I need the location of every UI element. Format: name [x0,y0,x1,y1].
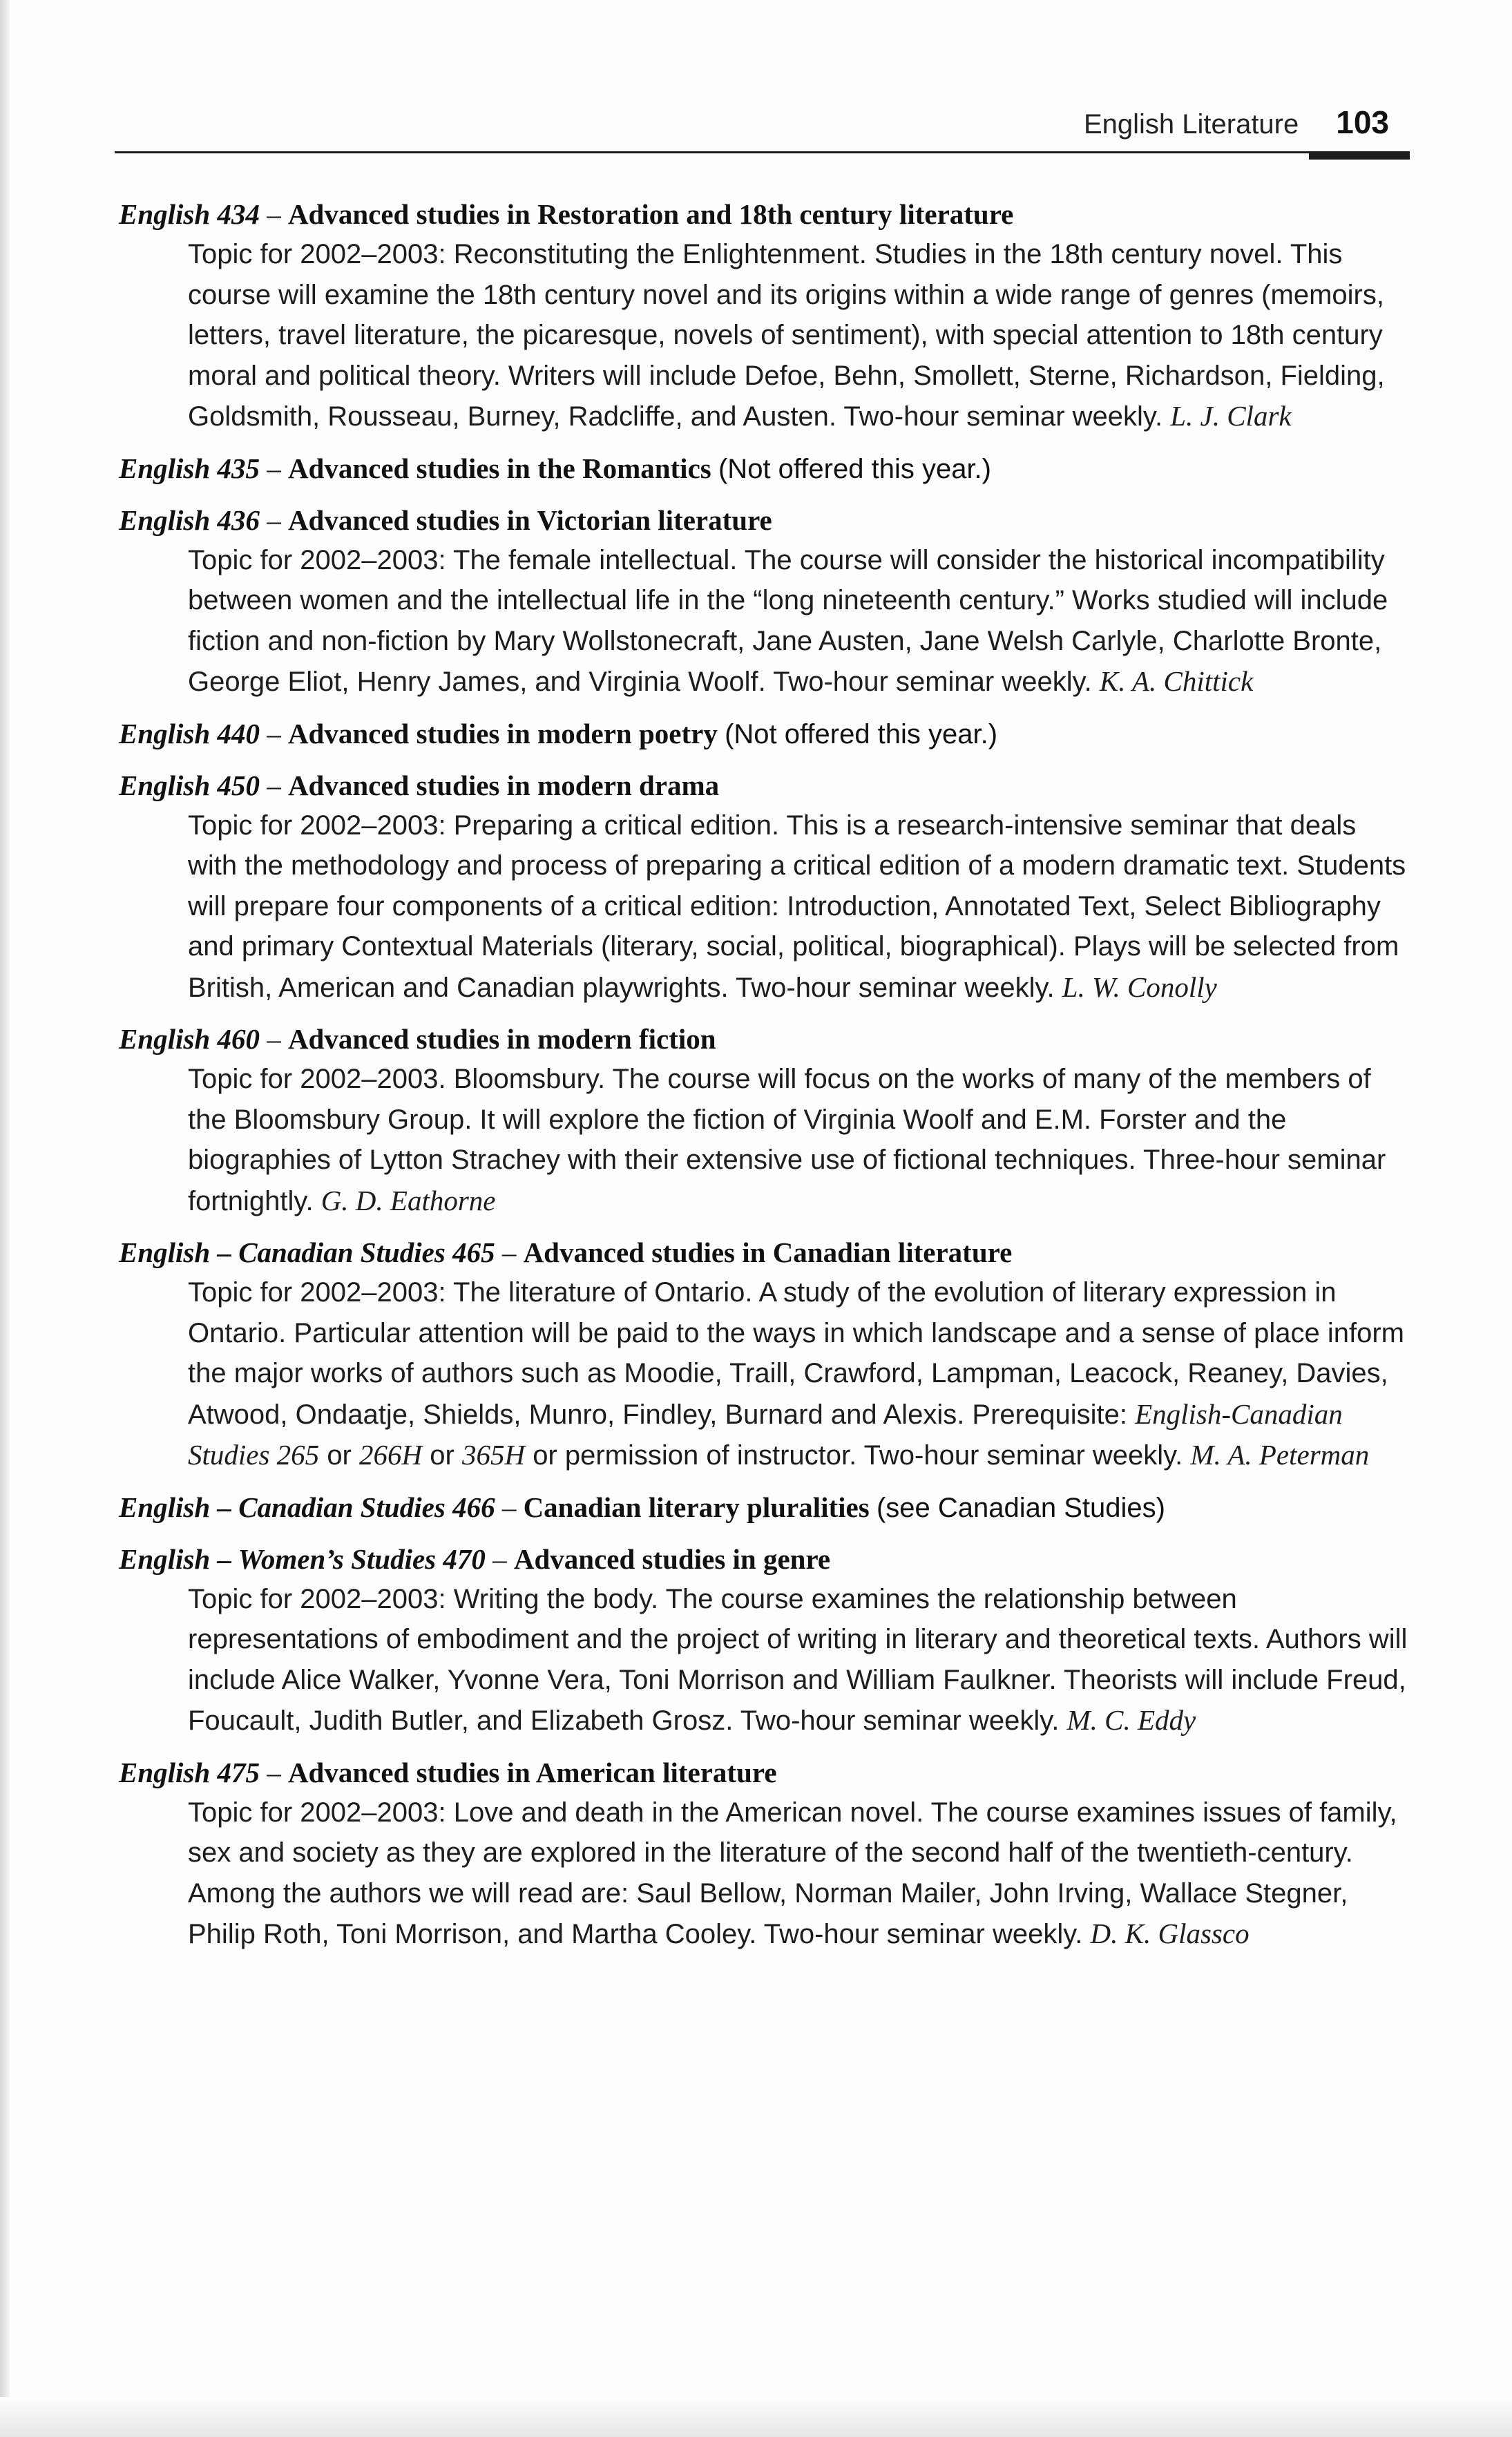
course-instructor: G. D. Eathorne [320,1184,496,1216]
course-code: English – Women’s Studies 470 [119,1542,486,1575]
course-heading: English – Women’s Studies 470 – Advanced studies in genre [119,1542,831,1575]
course-heading: English – Canadian Studies 465 – Advanced studies in Canadian literature [119,1236,1013,1268]
course-instructor: L. J. Clark [1170,400,1292,432]
course-description-text: Topic for 2002–2003: Preparing a critical edition. This is a research-intensive seminar that deals with the methodology and process of preparing a critical edition of a modern dramatic text. Students will prepare four components of a critical edition: Introduction, Annotated Text, Select Bibliography and primary Contextual Materials (literary, social, political, biographical). Plays will be selected from British, American and Canadian playwrights. Two-hour seminar weekly. [188,810,1406,1003]
course-heading: English 450 – Advanced studies in modern drama [119,769,720,801]
course-code: English – Canadian Studies 465 [119,1236,495,1268]
course-description [188,1059,1410,1221]
course-code: English 460 [119,1023,260,1055]
course-code: English 450 [119,769,260,801]
course-note: (see Canadian Studies) [876,1492,1165,1523]
scan-edge-shadow [0,0,10,2437]
course-entry-435 [119,449,1410,489]
course-instructor: K. A. Chittick [1099,665,1254,697]
course-description [188,1272,1410,1476]
course-note: (Not offered this year.) [718,453,991,484]
course-entry-465 [119,1233,1410,1476]
course-name: Advanced studies in modern fiction [287,1023,716,1055]
course-list [119,195,1410,1967]
header-rule [115,151,1410,153]
course-heading: English 436 – Advanced studies in Victorian literature [119,504,772,536]
prerequisite-alt-course: 365H [461,1439,526,1471]
course-description-text: Topic for 2002–2003. Bloomsbury. The course will focus on the works of many of the members of the Bloomsbury Group. It will explore the fiction of Virginia Woolf and E.M. Forster and the biographies of Lytton Strachey with their extensive use of fictional techniques. Three-hour seminar fortnightly. [188,1064,1386,1216]
course-name: Advanced studies in Canadian literature [523,1236,1013,1268]
course-code: English 475 [119,1756,260,1788]
course-code: English 440 [119,717,260,749]
course-name: Advanced studies in Victorian literature [287,504,772,536]
page-number: 103 [1336,104,1389,140]
course-name: Advanced studies in the Romantics [287,452,711,484]
prerequisite-or: or [327,1440,352,1471]
course-heading: English 475 – Advanced studies in American literature [119,1756,777,1788]
course-description [188,805,1410,1009]
course-heading: English 435 – Advanced studies in the Romantics (Not offered this year.) [119,452,991,484]
course-name: Advanced studies in modern poetry [287,717,718,749]
running-header [1084,104,1389,141]
course-name: Canadian literary pluralities [523,1491,870,1523]
course-heading: English 440 – Advanced studies in modern poetry (Not offered this year.) [119,717,998,749]
course-entry-450 [119,766,1410,1009]
course-description-text: Topic for 2002–2003: Writing the body. The course examines the relationship between representations of embodiment and the project of writing in literary and theoretical texts. Authors will include Alice Walker, Yvonne Vera, Toni Morrison and William Faulkner. Theorists will include Freud, Foucault, Judith Butler, and Elizabeth Grosz. Two-hour seminar weekly. [188,1583,1408,1736]
course-note: (Not offered this year.) [725,718,998,749]
course-entry-436 [119,501,1410,703]
course-heading: English 434 – Advanced studies in Restoration and 18th century literature [119,198,1014,230]
course-instructor: M. A. Peterman [1190,1439,1370,1471]
course-heading: English – Canadian Studies 466 – Canadian literary pluralities (see Canadian Studies) [119,1491,1165,1523]
course-heading: English 460 – Advanced studies in modern fiction [119,1023,716,1055]
course-instructor: M. C. Eddy [1066,1704,1196,1736]
course-instructor: D. K. Glassco [1090,1918,1250,1949]
course-code: English – Canadian Studies 466 [119,1491,495,1523]
course-description-text: Topic for 2002–2003: Love and death in the American novel. The course examines issues of family, sex and society as they are explored in the literature of the second half of the twentieth-century. Among the authors we will read are: Saul Bellow, Norman Mailer, John Irving, Wallace Stegner, Philip Roth, Toni Morrison, and Martha Cooley. Two-hour seminar weekly. [188,1797,1397,1949]
course-entry-466 [119,1488,1410,1528]
course-entry-460 [119,1020,1410,1221]
course-code: English 434 [119,198,260,230]
course-code: English 436 [119,504,260,536]
course-entry-470 [119,1540,1410,1741]
course-description [188,234,1410,437]
course-description [188,1793,1410,1955]
course-instructor: L. W. Conolly [1062,971,1217,1003]
course-description-text: Topic for 2002–2003: The female intellectual. The course will consider the historical incompatibility between women and the intellectual life in the “long nineteenth century.” Works studied will include fiction and non-fiction by Mary Wollstonecraft, Jane Austen, Jane Welsh Carlyle, Charlotte Bronte, George Eliot, Henry James, and Virginia Woolf. Two-hour seminar weekly. [188,544,1388,697]
course-name: Advanced studies in Restoration and 18th century literature [287,198,1014,230]
prerequisite-alt-course: 266H [359,1439,423,1471]
course-name: Advanced studies in American literature [287,1756,777,1788]
prerequisite-course: English-Canadian Studies 265 [188,1397,1343,1471]
header-rule-tab [1309,151,1410,160]
course-entry-475 [119,1753,1410,1955]
scan-edge-shadow [0,2397,1512,2437]
course-entry-440 [119,714,1410,754]
prerequisite-or: or [430,1440,454,1471]
course-code: English 435 [119,452,260,484]
course-description [188,1579,1410,1741]
course-name: Advanced studies in genre [513,1542,831,1575]
course-name: Advanced studies in modern drama [287,769,720,801]
course-description [188,540,1410,703]
course-description-text: Topic for 2002–2003: The literature of Ontario. A study of the evolution of literary expression in Ontario. Particular attention will be paid to the ways in which landscape and a sense of place inform the major works of authors such as Moodie, Traill, Crawford, Lampman, Leacock, Reaney, Davies, Atwood, Ondaatje, Shields, Munro, Findley, Burnard and Alexis. Prerequisite: [188,1277,1404,1430]
header-section-title: English Literature [1083,109,1299,140]
course-description-text: Topic for 2002–2003: Reconstituting the Enlightenment. Studies in the 18th century novel. This course will examine the 18th century novel and its origins within a wide range of genres (memoirs, letters, travel literature, the picaresque, novels of sentiment), with special attention to 18th century moral and political theory. Writers will include Defoe, Behn, Smollett, Sterne, Richardson, Fielding, Goldsmith, Rousseau, Burney, Radcliffe, and Austen. Two-hour seminar weekly. [188,239,1385,432]
course-entry-434 [119,195,1410,437]
course-description-end: or permission of instructor. Two-hour seminar weekly. [533,1440,1183,1471]
